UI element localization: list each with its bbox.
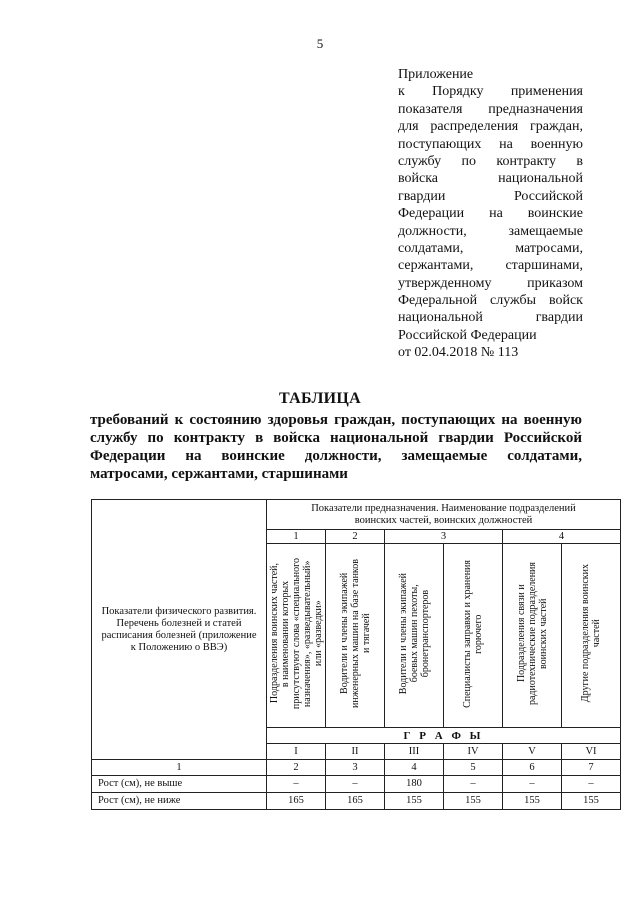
page-number: 5 [316,36,324,51]
column-number: 7 [562,760,621,776]
row-label: Рост (см), не ниже [92,793,267,810]
table-cell: 165 [267,793,326,810]
appendix-line: гвардии Российской [398,188,583,204]
subtitle-line: Федерации на воинские должности, замещаемые солдатами, [90,448,582,464]
appendix-line: Российской Федерации [398,327,537,343]
table-cell: – [326,776,385,793]
table-cell: 180 [385,776,444,793]
column-header: Водители и члены экипажей боевых машин пехоты, бронетранспортеров [385,544,444,728]
column-header: Подразделения воинских частей, в наименовании которых присутствуют слова «специального назначения», «разведывательный» или «разведки» [267,544,326,728]
appendix-line: к Порядку применения [398,84,583,100]
appendix-line: войска национальной [398,171,583,187]
appendix-line: от 02.04.2018 № 113 [398,345,519,361]
group-number: 2 [326,530,385,544]
requirements-table [91,499,621,810]
appendix-line: утвержденному приказом [398,275,583,291]
table-cell: – [562,776,621,793]
roman-numeral: IV [444,744,503,760]
appendix-line: показателя предназначения [398,101,583,117]
column-header: Подразделения связи и радиотехнические подразделения воинских частей [503,544,562,728]
table-cell: 155 [385,793,444,810]
appendix-line: поступающих на военную [398,136,583,152]
roman-numeral: VI [562,744,621,760]
subtitle-line: требований к состоянию здоровья граждан, поступающих на военную [90,412,582,428]
column-number: 4 [385,760,444,776]
row-header-cell: Показатели физического развития. Перечень болезней и статей расписания болезней (приложение к Положению о ВВЭ) [92,500,267,760]
column-number: 3 [326,760,385,776]
column-header: Специалисты заправки и хранения горючего [444,544,503,728]
column-header: Другие подразделения воинских частей [562,544,621,728]
roman-numeral: I [267,744,326,760]
table-row [92,776,621,793]
group-number: 3 [385,530,503,544]
appendix-block [398,66,583,362]
table-cell: 165 [326,793,385,810]
appendix-line: службу по контракту в [398,153,583,169]
table-cell: 155 [562,793,621,810]
table-row [92,793,621,810]
appendix-line: должности, замещаемые [398,223,583,239]
table-cell: 155 [444,793,503,810]
column-number: 1 [92,760,267,776]
group-number: 4 [503,530,621,544]
appendix-line: национальной гвардии [398,310,583,326]
appendix-line: сержантами, старшинами, [398,258,583,274]
roman-numeral: V [503,744,562,760]
table-cell: – [503,776,562,793]
column-number: 6 [503,760,562,776]
roman-numeral: II [326,744,385,760]
column-number: 5 [444,760,503,776]
appendix-line: Федеральной службы войск [398,293,583,309]
table-cell: – [267,776,326,793]
appendix-line: для распределения граждан, [398,119,583,135]
group-number: 1 [267,530,326,544]
roman-numeral: III [385,744,444,760]
document-subtitle [90,411,582,483]
indicators-header: Показатели предназначения. Наименование подразделений воинских частей, воинских должностей [267,500,621,530]
document-title: ТАБЛИЦА [278,390,362,407]
appendix-line: Федерации на воинские [398,206,583,222]
table-cell: 155 [503,793,562,810]
table-cell: – [444,776,503,793]
column-number: 2 [267,760,326,776]
row-label: Рост (см), не выше [92,776,267,793]
subtitle-line: службу по контракту в войска национальной гвардии Российской [90,430,582,446]
subtitle-line: матросами, сержантами, старшинами [90,466,348,482]
column-header: Водители и члены экипажей инженерных машин на базе танков и тягачей [326,544,385,728]
appendix-line: Приложение [398,67,474,82]
appendix-line: солдатами, матросами, [398,240,583,256]
graphs-label: Г Р А Ф Ы [267,728,621,744]
